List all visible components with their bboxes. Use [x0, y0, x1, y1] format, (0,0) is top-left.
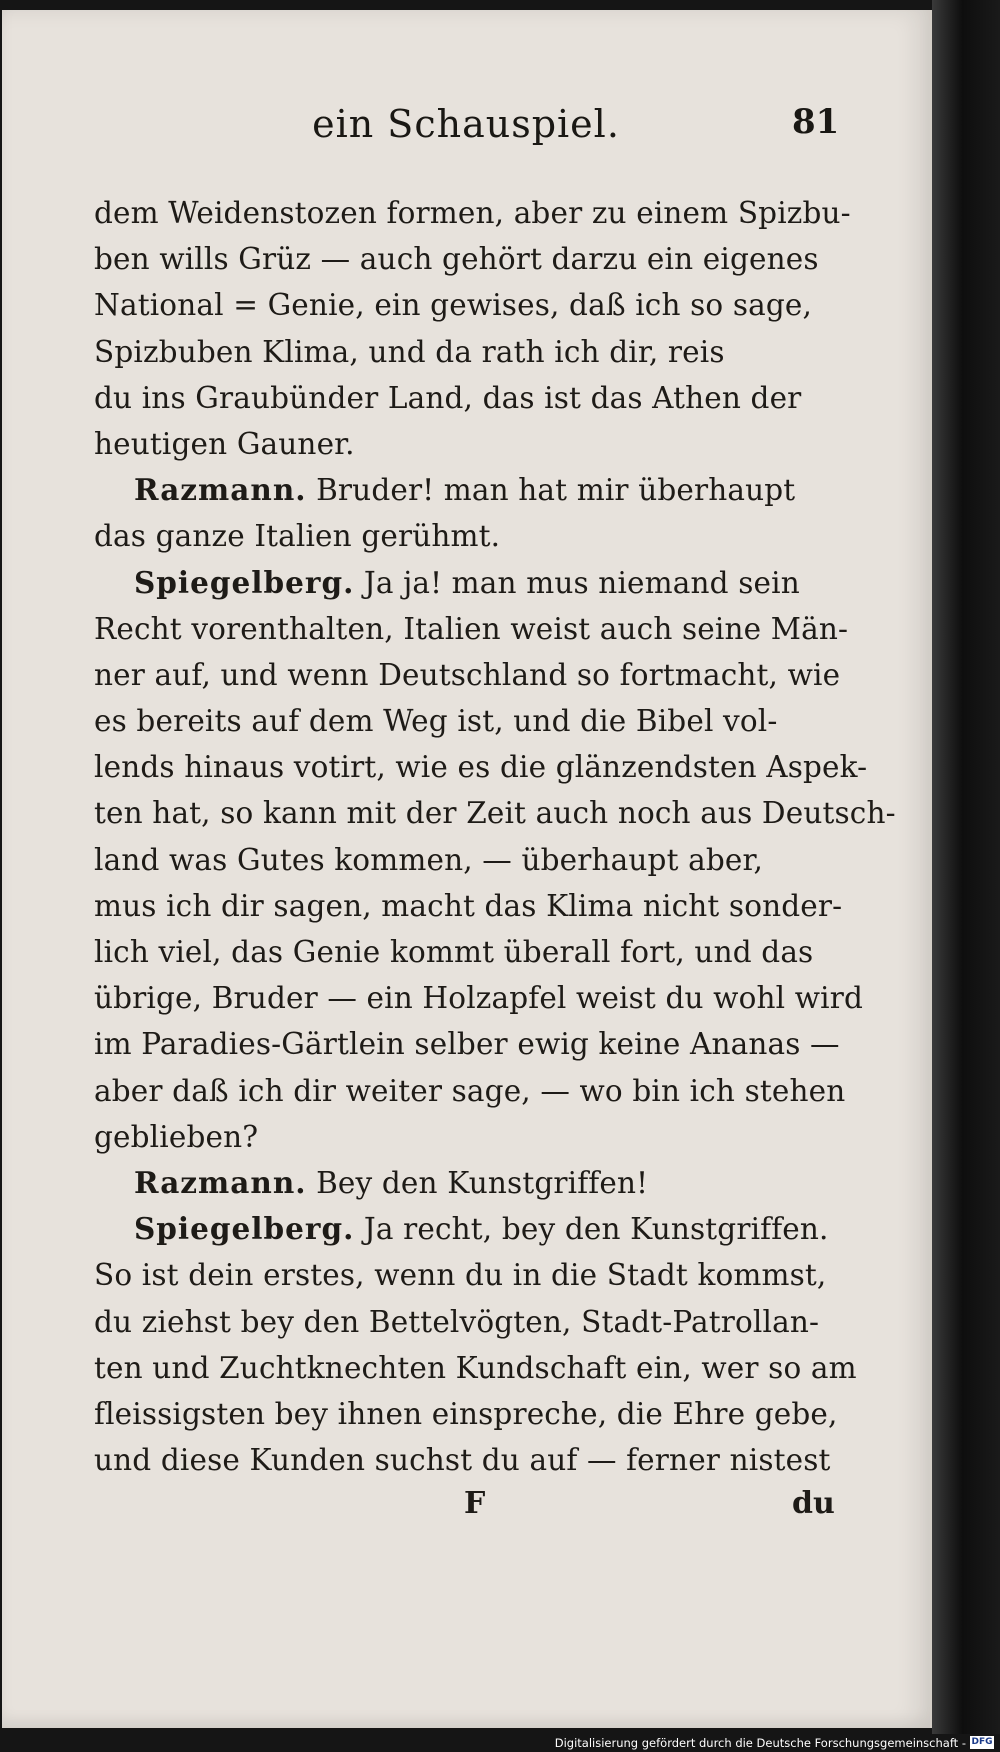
text-line [94, 1160, 834, 1206]
line-text: Ja ja! man mus niemand sein [363, 565, 800, 600]
line-text: ben wills Grüz — auch gehört darzu ein eigenes [94, 242, 819, 277]
line-text: dem Weidenstozen formen, aber zu einem Spizbu- [94, 196, 851, 230]
line-text: und diese Kunden suchst du auf — ferner nistest [94, 1443, 831, 1478]
text-line [94, 790, 896, 836]
line-text: ten hat, so kann mit der Zeit auch noch aus Deutsch- [94, 796, 896, 831]
speaker-name: Spiegelberg. [134, 564, 355, 600]
speaker-name: Razmann. [134, 472, 307, 508]
line-text: du ins Graubünder Land, das ist das Athen der [94, 380, 802, 415]
text-line [94, 975, 864, 1021]
book-spine [932, 0, 1000, 1752]
text-line [94, 652, 841, 698]
line-text: So ist dein erstes, wenn du in die Stadt kommst, [94, 1258, 827, 1293]
body-text [94, 190, 896, 1483]
line-text: ten und Zuchtknechten Kundschaft ein, wer so am [94, 1350, 857, 1385]
line-text: ner auf, und wenn Deutschland so fortmacht, wie [94, 657, 841, 692]
running-head [2, 102, 930, 162]
dfg-logo: DFG [971, 1737, 993, 1747]
line-text: fleissigsten bey ihnen einspreche, die Ehre gebe, [94, 1396, 838, 1431]
text-line [94, 929, 834, 975]
speaker-name: Razmann. [134, 1164, 307, 1200]
book-page [2, 10, 932, 1728]
text-line [94, 1391, 838, 1437]
text-line [94, 190, 851, 236]
text-line [94, 744, 868, 790]
running-title: ein Schauspiel. [312, 102, 620, 146]
speaker-name: Spiegelberg. [134, 1211, 355, 1247]
line-text: übrige, Bruder — ein Holzapfel weist du wohl wird [94, 981, 864, 1016]
line-text: Bruder! man hat mir überhaupt [316, 473, 796, 508]
line-text: land was Gutes kommen, — überhaupt aber, [94, 842, 764, 877]
text-line [94, 1252, 834, 1298]
line-text: heutigen Gauner. [94, 426, 355, 461]
page-number: 81 [792, 102, 840, 142]
line-text: es bereits auf dem Weg ist, und die Bibel vol- [94, 704, 778, 739]
line-text: Ja recht, bey den Kunstgriffen. [363, 1212, 829, 1247]
text-line [94, 421, 834, 467]
digitization-credit: Digitalisierung gefördert durch die Deutsche Forschungsgemeinschaft - [554, 1736, 966, 1750]
line-text: geblieben? [94, 1119, 259, 1154]
text-line [94, 837, 834, 883]
text-line [94, 1114, 834, 1160]
line-text: Recht vorenthalten, Italien weist auch seine Män- [94, 611, 849, 646]
text-line [94, 1299, 834, 1345]
text-line [94, 467, 834, 513]
text-line [94, 375, 834, 421]
line-text: du ziehst bey den Bettelvögten, Stadt-Patrollan- [94, 1304, 820, 1339]
text-line [94, 1068, 846, 1114]
line-text: im Paradies-Gärtlein selber ewig keine Ananas — [94, 1027, 840, 1062]
catchword: du [792, 1486, 835, 1521]
text-line [94, 1437, 834, 1483]
line-text: das ganze Italien gerühmt. [94, 519, 501, 554]
line-text: lich viel, das Genie kommt überall fort, und das [94, 935, 814, 969]
text-line [94, 883, 843, 929]
text-line [94, 282, 834, 328]
line-text: lends hinaus votirt, wie es die glänzendsten Aspek- [94, 750, 868, 785]
line-text: mus ich dir sagen, macht das Klima nicht sonder- [94, 888, 843, 923]
text-line [94, 1021, 840, 1067]
line-text: Bey den Kunstgriffen! [316, 1165, 649, 1200]
text-line [94, 560, 834, 606]
text-line [94, 1345, 857, 1391]
line-text: Spizbuben Klima, und da rath ich dir, reis [94, 334, 725, 369]
text-line [94, 606, 849, 652]
signature-mark: F [464, 1486, 486, 1521]
line-text: National = Genie, ein gewises, daß ich so sage, [94, 288, 813, 323]
text-line [94, 1206, 834, 1252]
text-line [94, 236, 834, 282]
line-text: aber daß ich dir weiter sage, — wo bin ich stehen [94, 1073, 846, 1108]
text-line [94, 513, 834, 559]
text-line [94, 698, 834, 744]
text-line [94, 329, 834, 375]
